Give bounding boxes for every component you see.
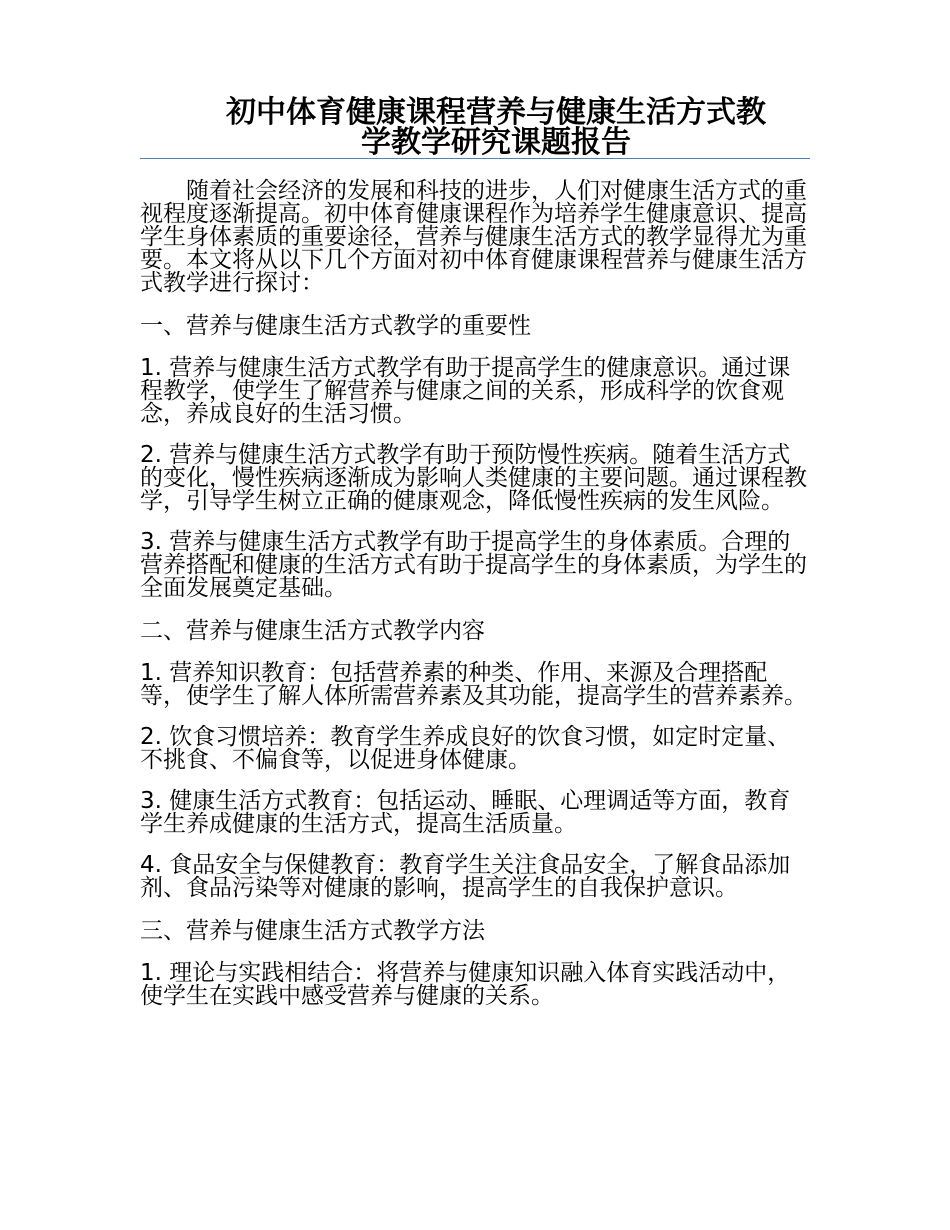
list-item: 3. 营养与健康生活方式教学有助于提高学生的身体素质。合理的营养搭配和健康的生活方式有助于提高学生的身体素质，为学生的全面发展奠定基础。 [140,529,807,601]
list-item: 4. 食品安全与保健教育：教育学生关注食品安全，了解食品添加剂、食品污染等对健康的影响，提高学生的自我保护意识。 [140,852,791,901]
list-item: 1. 营养与健康生活方式教学有助于提高学生的健康意识。通过课程教学，使学生了解营养与健康之间的关系，形成科学的饮食观念，养成良好的生活习惯。 [140,355,791,427]
list-item: 2. 营养与健康生活方式教学有助于预防慢性疾病。随着生活方式的变化，慢性疾病逐渐成为影响人类健康的主要问题。通过课程教学，引导学生树立正确的健康观念，降低慢性疾病的发生风险。 [140,442,807,514]
list-item: 1. 营养知识教育：包括营养素的种类、作用、来源及合理搭配等，使学生了解人体所需营养素及其功能，提高学生的营养素养。 [140,660,807,709]
title-line-2: 学教学研究课题报告 [361,125,631,160]
list-item: 2. 饮食习惯培养：教育学生养成良好的饮食习惯，如定时定量、不挑食、不偏食等，以促进身体健康。 [140,724,791,773]
document-title [140,95,810,160]
section-heading: 二、营养与健康生活方式教学内容 [140,618,485,644]
intro-paragraph: 随着社会经济的发展和科技的进步，人们对健康生活方式的重视程度逐渐提高。初中体育健康课程作为培养学生健康意识、提高学生身体素质的重要途径，营养与健康生活方式的教学显得尤为重要。本文将从以下几个方面对初中体育健康课程营养与健康生活方式教学进行探讨： [140,178,807,296]
section-heading: 一、营养与健康生活方式教学的重要性 [140,313,531,339]
title-line-1: 初中体育健康课程营养与健康生活方式教 [226,95,766,130]
section-heading: 三、营养与健康生活方式教学方法 [140,918,485,944]
document-body [140,180,812,1026]
list-item: 1. 理论与实践相结合：将营养与健康知识融入体育实践活动中，使学生在实践中感受营养与健康的关系。 [140,960,791,1009]
title-block [140,95,810,160]
list-item: 3. 健康生活方式教育：包括运动、睡眠、心理调适等方面，教育学生养成健康的生活方式，提高生活质量。 [140,788,791,837]
